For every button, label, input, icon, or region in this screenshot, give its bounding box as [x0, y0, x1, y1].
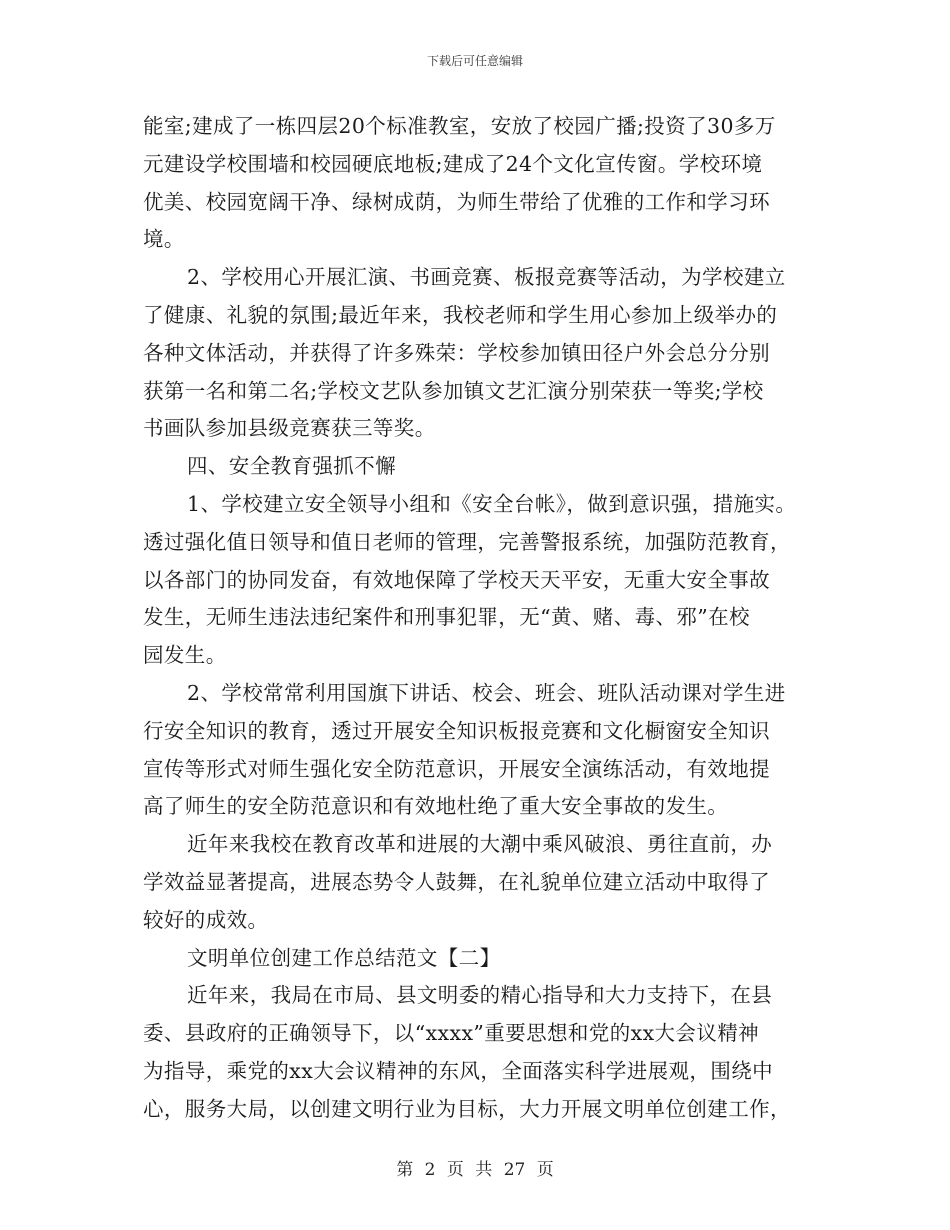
text-line: 优美、校园宽阔干净、绿树成荫，为师生带给了优雅的工作和学习环 [143, 189, 770, 214]
text-line: 学效益显著提高，进展态势令人鼓舞，在礼貌单位建立活动中取得了 [143, 869, 770, 894]
page-header-note: 下载后可任意编辑 [426, 54, 523, 68]
text-line: 委、县政府的正确领导下，以“xxxx”重要思想和党的xx大会议精神 [143, 1021, 760, 1046]
page-number-footer: 第 2 页 共 27 页 [396, 1160, 554, 1180]
text-line: 书画队参加县级竞赛获三等奖。 [143, 416, 436, 441]
text-line: 为指导，乘党的xx大会议精神的东风，全面落实科学进展观，围绕中 [143, 1058, 774, 1083]
text-line: 较好的成效。 [143, 907, 269, 932]
text-line: 近年来我校在教育改革和进展的大潮中乘风破浪、勇往直前，办 [187, 832, 773, 857]
text-line: 获第一名和第二名;学校文艺队参加镇文艺汇演分别荣获一等奖;学校 [143, 378, 764, 403]
text-line: 2、学校用心开展汇演、书画竞赛、板报竞赛等活动，为学校建立 [187, 265, 786, 290]
text-line: 园发生。 [143, 643, 227, 668]
text-line: 近年来，我局在市局、县文明委的精心指导和大力支持下，在县 [187, 983, 773, 1008]
text-line: 2、学校常常利用国旗下讲话、校会、班会、班队活动课对学生进 [187, 680, 786, 705]
text-line: 以各部门的协同发奋，有效地保障了学校天天平安，无重大安全事故 [143, 567, 770, 592]
text-line: 元建设学校围墙和校园硬底地板;建成了24个文化宣传窗。学校环境 [143, 151, 763, 176]
text-line: 文明单位创建工作总结范文【二】 [187, 945, 501, 970]
text-line: 透过强化值日领导和值日老师的管理，完善警报系统，加强防范教育， [143, 529, 791, 554]
text-line: 境。 [143, 227, 185, 252]
text-line: 宣传等形式对师生强化安全防范意识，开展安全演练活动，有效地提 [143, 756, 770, 781]
text-line: 高了师生的安全防范意识和有效地杜绝了重大安全事故的发生。 [143, 794, 729, 819]
document-body [143, 108, 843, 1129]
text-line: 心，服务大局，以创建文明行业为目标，大力开展文明单位创建工作， [143, 1096, 791, 1121]
text-line: 能室;建成了一栋四层20个标准教室，安放了校园广播;投资了30多万 [143, 114, 776, 138]
text-line: 发生，无师生违法违纪案件和刑事犯罪，无“黄、赌、毒、邪”在校 [143, 605, 750, 630]
text-line: 1、学校建立安全领导小组和《安全台帐》，做到意识强，措施实。 [187, 491, 797, 516]
text-line: 行安全知识的教育，透过开展安全知识板报竞赛和文化橱窗安全知识 [143, 718, 770, 743]
text-line: 四、安全教育强抓不懈 [187, 454, 396, 479]
text-line: 各种文体活动，并获得了许多殊荣：学校参加镇田径户外会总分分别 [143, 340, 770, 365]
text-line: 了健康、礼貌的氛围;最近年来，我校老师和学生用心参加上级举办的 [143, 302, 778, 327]
